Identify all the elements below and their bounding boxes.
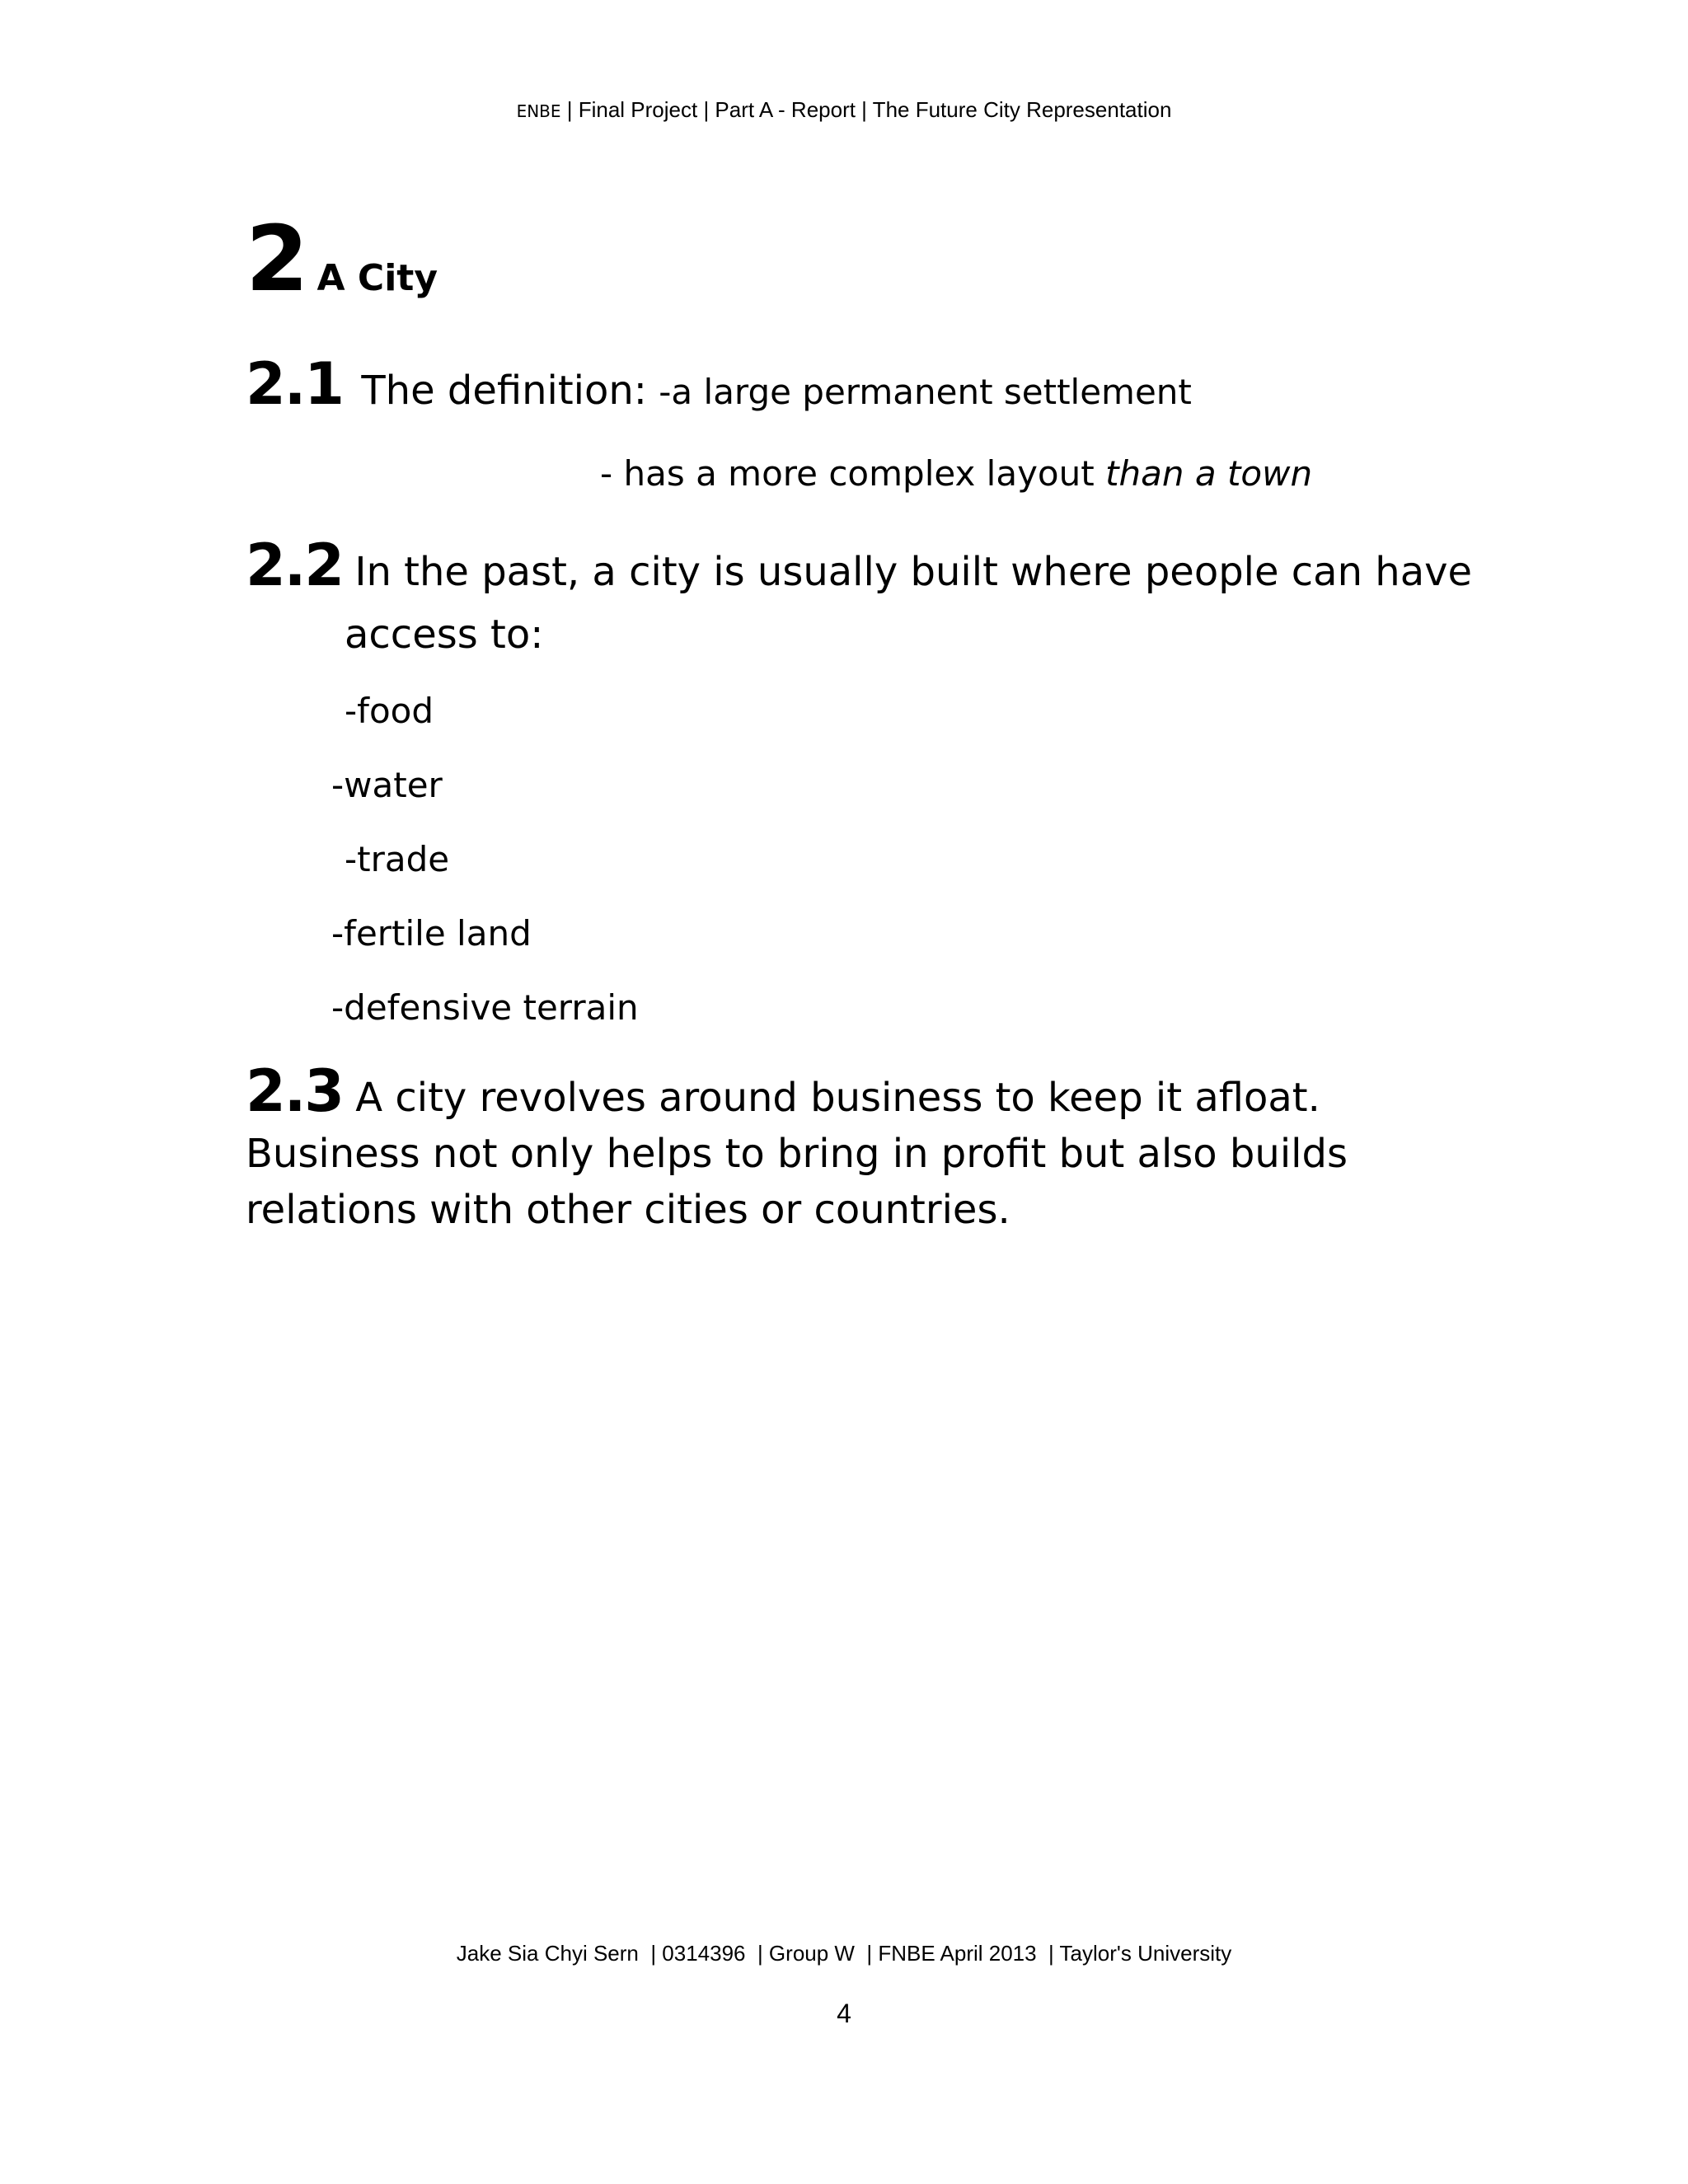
chapter-title: A City — [316, 257, 438, 299]
list-item: -food — [345, 691, 434, 731]
header-text: | Final Project | Part A - Report | The Future City Representation — [560, 97, 1172, 122]
list-item: -trade — [345, 839, 450, 879]
section-2-1-heading — [246, 350, 1192, 418]
chapter-number: 2 — [246, 206, 306, 312]
running-header — [0, 97, 1688, 123]
section-2-3-paragraph — [246, 1057, 1441, 1238]
definition-item: -a large permanent settlement — [659, 372, 1192, 412]
section-2-2-heading — [246, 532, 1472, 599]
list-item: -defensive terrain — [331, 987, 639, 1028]
section-number: 2.2 — [246, 532, 344, 599]
section-number: 2.3 — [246, 1057, 344, 1125]
section-2-3-text: A city revolves around business to keep it afloat. Business not only helps to bring in profit but also builds relations with other cities or countries. — [246, 1075, 1348, 1233]
section-2-2-line-1: In the past, a city is usually built where people can have — [354, 549, 1473, 595]
running-footer: Jake Sia Chyi Sern | 0314396 | Group W | FNBE April 2013 | Taylor's University — [456, 1941, 1232, 1966]
page-number: 4 — [837, 1999, 851, 2028]
list-item: -fertile land — [331, 913, 532, 954]
section-number: 2.1 — [246, 350, 344, 418]
definition-item-emphasis: than a town — [1105, 453, 1313, 494]
definition-item-text: - has a more complex layout — [600, 453, 1106, 494]
definition-label: The definition: — [361, 368, 647, 414]
definition-item-2 — [600, 453, 1312, 494]
list-item: -water — [331, 765, 443, 805]
chapter-heading — [246, 206, 438, 312]
header-abbreviation: ENBE — [516, 101, 561, 121]
section-2-2-line-2: access to: — [345, 612, 544, 658]
